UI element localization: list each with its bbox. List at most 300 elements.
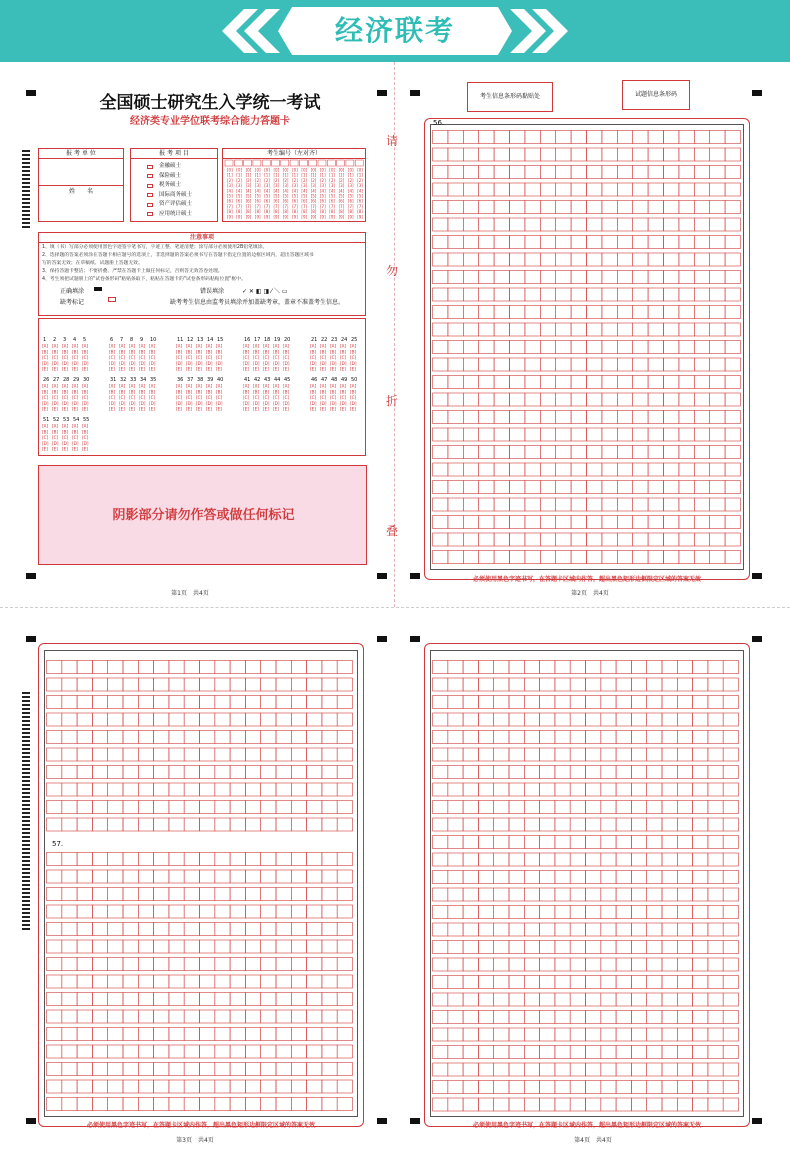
- grid-cell[interactable]: [261, 1080, 276, 1093]
- option-bubble[interactable]: [A]: [42, 423, 49, 429]
- option-bubble[interactable]: [B]: [340, 389, 347, 395]
- grid-cell[interactable]: [710, 253, 725, 266]
- grid-cell[interactable]: [138, 958, 153, 971]
- grid-cell[interactable]: [664, 288, 679, 301]
- grid-cell[interactable]: [708, 801, 723, 814]
- grid-cell[interactable]: [710, 323, 725, 336]
- grid-cell[interactable]: [215, 713, 230, 726]
- grid-cell[interactable]: [448, 516, 463, 529]
- grid-cell[interactable]: [662, 993, 677, 1006]
- grid-cell[interactable]: [647, 1063, 662, 1076]
- grid-cell[interactable]: [230, 661, 245, 674]
- grid-cell[interactable]: [200, 958, 215, 971]
- grid-cell[interactable]: [245, 731, 260, 744]
- digit-bubble[interactable]: [1]: [320, 172, 326, 178]
- grid-cell[interactable]: [693, 713, 708, 726]
- digit-bubble[interactable]: [2]: [227, 177, 233, 183]
- grid-cell[interactable]: [617, 236, 632, 249]
- grid-cell[interactable]: [215, 1063, 230, 1076]
- grid-cell[interactable]: [448, 661, 463, 674]
- grid-cell[interactable]: [601, 783, 616, 796]
- option-bubble[interactable]: [D]: [253, 400, 260, 406]
- grid-cell[interactable]: [291, 748, 306, 761]
- grid-cell[interactable]: [679, 341, 694, 354]
- grid-cell[interactable]: [708, 713, 723, 726]
- grid-cell[interactable]: [123, 661, 138, 674]
- grid-cell[interactable]: [679, 131, 694, 144]
- grid-cell[interactable]: [647, 678, 662, 691]
- grid-cell[interactable]: [647, 818, 662, 831]
- option-bubble[interactable]: [A]: [72, 383, 79, 389]
- grid-cell[interactable]: [463, 148, 478, 161]
- option-bubble[interactable]: [A]: [139, 343, 146, 349]
- grid-cell[interactable]: [631, 941, 646, 954]
- grid-cell[interactable]: [463, 1028, 478, 1041]
- option-bubble[interactable]: [E]: [62, 446, 68, 452]
- grid-cell[interactable]: [540, 376, 555, 389]
- grid-cell[interactable]: [616, 713, 631, 726]
- grid-cell[interactable]: [62, 853, 77, 866]
- grid-cell[interactable]: [463, 393, 478, 406]
- grid-cell[interactable]: [648, 393, 663, 406]
- grid-cell[interactable]: [586, 1028, 601, 1041]
- digit-bubble[interactable]: [6]: [245, 198, 252, 204]
- grid-cell[interactable]: [77, 818, 92, 831]
- grid-cell[interactable]: [679, 183, 694, 196]
- grid-cell[interactable]: [556, 533, 571, 546]
- grid-cell[interactable]: [570, 818, 585, 831]
- grid-cell[interactable]: [307, 1063, 322, 1076]
- grid-cell[interactable]: [307, 958, 322, 971]
- option-bubble[interactable]: [A]: [149, 383, 156, 389]
- grid-cell[interactable]: [555, 976, 570, 989]
- grid-cell[interactable]: [494, 836, 509, 849]
- grid-cell[interactable]: [448, 1081, 463, 1094]
- option-bubble[interactable]: [C]: [82, 435, 89, 441]
- grid-cell[interactable]: [679, 288, 694, 301]
- grid-cell[interactable]: [540, 818, 555, 831]
- grid-cell[interactable]: [322, 1080, 337, 1093]
- grid-cell[interactable]: [215, 905, 230, 918]
- grid-cell[interactable]: [570, 766, 585, 779]
- grid-cell[interactable]: [463, 923, 478, 936]
- grid-cell[interactable]: [448, 481, 463, 494]
- grid-cell[interactable]: [433, 783, 448, 796]
- grid-cell[interactable]: [725, 411, 740, 424]
- grid-cell[interactable]: [494, 428, 509, 441]
- grid-cell[interactable]: [433, 166, 448, 179]
- grid-cell[interactable]: [617, 131, 632, 144]
- grid-cell[interactable]: [245, 888, 260, 901]
- grid-cell[interactable]: [617, 183, 632, 196]
- option-bubble[interactable]: [D]: [129, 400, 136, 406]
- grid-cell[interactable]: [77, 748, 92, 761]
- digit-bubble[interactable]: [1]: [329, 172, 335, 178]
- grid-cell[interactable]: [664, 323, 679, 336]
- grid-cell[interactable]: [540, 1063, 555, 1076]
- digit-bubble[interactable]: [7]: [310, 203, 317, 209]
- grid-cell[interactable]: [184, 975, 199, 988]
- grid-cell[interactable]: [556, 393, 571, 406]
- grid-cell[interactable]: [108, 713, 123, 726]
- grid-cell[interactable]: [510, 551, 525, 564]
- grid-cell[interactable]: [540, 341, 555, 354]
- digit-bubble[interactable]: [6]: [320, 198, 326, 204]
- grid-cell[interactable]: [708, 906, 723, 919]
- grid-cell[interactable]: [62, 958, 77, 971]
- grid-cell[interactable]: [494, 218, 509, 231]
- grid-cell[interactable]: [433, 696, 448, 709]
- grid-cell[interactable]: [524, 748, 539, 761]
- grid-cell[interactable]: [509, 783, 524, 796]
- grid-cell[interactable]: [154, 766, 169, 779]
- grid-cell[interactable]: [525, 253, 540, 266]
- grid-cell[interactable]: [555, 766, 570, 779]
- grid-cell[interactable]: [307, 853, 322, 866]
- grid-cell[interactable]: [307, 905, 322, 918]
- grid-cell[interactable]: [478, 818, 493, 831]
- grid-cell[interactable]: [631, 853, 646, 866]
- option-bubble[interactable]: [A]: [62, 383, 69, 389]
- grid-cell[interactable]: [587, 218, 602, 231]
- grid-cell[interactable]: [617, 498, 632, 511]
- grid-cell[interactable]: [586, 1098, 601, 1111]
- grid-cell[interactable]: [448, 411, 463, 424]
- grid-cell[interactable]: [510, 376, 525, 389]
- grid-cell[interactable]: [77, 783, 92, 796]
- option-bubble[interactable]: [B]: [206, 349, 213, 355]
- option-bubble[interactable]: [B]: [42, 349, 49, 355]
- grid-cell[interactable]: [215, 1028, 230, 1041]
- grid-cell[interactable]: [616, 748, 631, 761]
- grid-cell[interactable]: [230, 993, 245, 1006]
- grid-cell[interactable]: [337, 766, 352, 779]
- grid-cell[interactable]: [647, 993, 662, 1006]
- grid-cell[interactable]: [648, 428, 663, 441]
- digit-bubble[interactable]: [3]: [264, 183, 270, 189]
- grid-cell[interactable]: [494, 853, 509, 866]
- grid-cell[interactable]: [230, 853, 245, 866]
- grid-cell[interactable]: [123, 1098, 138, 1111]
- grid-cell[interactable]: [664, 481, 679, 494]
- grid-cell[interactable]: [291, 1045, 306, 1058]
- grid-cell[interactable]: [509, 1028, 524, 1041]
- option-bubble[interactable]: [E]: [149, 406, 155, 412]
- grid-cell[interactable]: [448, 766, 463, 779]
- grid-cell[interactable]: [677, 993, 692, 1006]
- grid-cell[interactable]: [664, 253, 679, 266]
- grid-cell[interactable]: [448, 1011, 463, 1024]
- grid-cell[interactable]: [463, 1046, 478, 1059]
- option-bubble[interactable]: [C]: [139, 355, 146, 361]
- grid-cell[interactable]: [494, 253, 509, 266]
- grid-cell[interactable]: [463, 958, 478, 971]
- grid-cell[interactable]: [602, 201, 617, 214]
- grid-cell[interactable]: [648, 253, 663, 266]
- grid-cell[interactable]: [62, 905, 77, 918]
- grid-cell[interactable]: [291, 975, 306, 988]
- grid-cell[interactable]: [525, 358, 540, 371]
- project-option[interactable]: [147, 191, 217, 201]
- grid-cell[interactable]: [601, 871, 616, 884]
- option-bubble[interactable]: [D]: [263, 360, 270, 366]
- grid-cell[interactable]: [570, 906, 585, 919]
- grid-cell[interactable]: [200, 975, 215, 988]
- option-bubble[interactable]: [E]: [206, 366, 212, 372]
- grid-cell[interactable]: [601, 1063, 616, 1076]
- grid-cell[interactable]: [215, 958, 230, 971]
- option-bubble[interactable]: [A]: [42, 383, 49, 389]
- digit-bubble[interactable]: [9]: [282, 214, 289, 220]
- grid-cell[interactable]: [679, 201, 694, 214]
- grid-cell[interactable]: [708, 993, 723, 1006]
- grid-cell[interactable]: [723, 958, 738, 971]
- grid-cell[interactable]: [433, 731, 448, 744]
- grid-cell[interactable]: [337, 940, 352, 953]
- grid-cell[interactable]: [524, 661, 539, 674]
- grid-cell[interactable]: [77, 713, 92, 726]
- grid-cell[interactable]: [169, 853, 184, 866]
- grid-cell[interactable]: [524, 853, 539, 866]
- grid-cell[interactable]: [570, 1046, 585, 1059]
- grid-cell[interactable]: [169, 888, 184, 901]
- option-bubble[interactable]: [B]: [176, 349, 183, 355]
- grid-cell[interactable]: [693, 941, 708, 954]
- grid-cell[interactable]: [108, 975, 123, 988]
- grid-cell[interactable]: [108, 801, 123, 814]
- digit-bubble[interactable]: [9]: [301, 214, 308, 220]
- option-bubble[interactable]: [B]: [82, 349, 89, 355]
- option-bubble[interactable]: [B]: [330, 389, 337, 395]
- grid-cell[interactable]: [510, 411, 525, 424]
- option-bubble[interactable]: [B]: [119, 389, 126, 395]
- project-checkbox[interactable]: [147, 174, 153, 178]
- digit-bubble[interactable]: [9]: [338, 214, 345, 220]
- grid-cell[interactable]: [571, 131, 586, 144]
- grid-cell[interactable]: [616, 696, 631, 709]
- digit-bubble[interactable]: [2]: [320, 177, 326, 183]
- grid-cell[interactable]: [677, 818, 692, 831]
- grid-cell[interactable]: [694, 498, 709, 511]
- grid-cell[interactable]: [307, 661, 322, 674]
- option-bubble[interactable]: [C]: [340, 355, 347, 361]
- grid-cell[interactable]: [647, 1081, 662, 1094]
- digit-bubble[interactable]: [0]: [329, 167, 335, 173]
- grid-cell[interactable]: [448, 783, 463, 796]
- grid-cell[interactable]: [510, 428, 525, 441]
- grid-cell[interactable]: [525, 306, 540, 319]
- grid-cell[interactable]: [245, 713, 260, 726]
- option-bubble[interactable]: [A]: [216, 343, 223, 349]
- grid-cell[interactable]: [261, 818, 276, 831]
- grid-cell[interactable]: [261, 731, 276, 744]
- grid-cell[interactable]: [571, 358, 586, 371]
- option-bubble[interactable]: [B]: [62, 389, 69, 395]
- grid-cell[interactable]: [662, 1081, 677, 1094]
- option-bubble[interactable]: [E]: [52, 366, 58, 372]
- grid-cell[interactable]: [648, 183, 663, 196]
- grid-cell[interactable]: [664, 516, 679, 529]
- grid-cell[interactable]: [276, 678, 291, 691]
- option-bubble[interactable]: [D]: [273, 400, 280, 406]
- grid-cell[interactable]: [291, 713, 306, 726]
- grid-cell[interactable]: [322, 1045, 337, 1058]
- option-bubble[interactable]: [A]: [253, 343, 260, 349]
- grid-cell[interactable]: [47, 713, 62, 726]
- grid-cell[interactable]: [555, 1028, 570, 1041]
- grid-cell[interactable]: [123, 713, 138, 726]
- option-bubble[interactable]: [E]: [176, 366, 182, 372]
- grid-cell[interactable]: [494, 498, 509, 511]
- grid-cell[interactable]: [556, 201, 571, 214]
- grid-cell[interactable]: [694, 201, 709, 214]
- digit-bubble[interactable]: [0]: [273, 167, 280, 173]
- grid-cell[interactable]: [478, 923, 493, 936]
- option-bubble[interactable]: [C]: [216, 355, 223, 361]
- grid-cell[interactable]: [47, 783, 62, 796]
- digit-bubble[interactable]: [5]: [245, 193, 252, 199]
- grid-cell[interactable]: [723, 801, 738, 814]
- grid-cell[interactable]: [307, 801, 322, 814]
- grid-cell[interactable]: [693, 661, 708, 674]
- grid-cell[interactable]: [245, 783, 260, 796]
- exam-number-write-box[interactable]: [253, 160, 261, 166]
- grid-cell[interactable]: [108, 748, 123, 761]
- grid-cell[interactable]: [725, 376, 740, 389]
- grid-cell[interactable]: [169, 696, 184, 709]
- digit-bubble[interactable]: [1]: [310, 172, 317, 178]
- grid-cell[interactable]: [679, 253, 694, 266]
- digit-bubble[interactable]: [0]: [292, 167, 298, 173]
- grid-cell[interactable]: [708, 1046, 723, 1059]
- grid-cell[interactable]: [154, 888, 169, 901]
- grid-cell[interactable]: [154, 1080, 169, 1093]
- exam-number-write-box[interactable]: [309, 160, 317, 166]
- option-bubble[interactable]: [B]: [129, 349, 136, 355]
- grid-cell[interactable]: [555, 941, 570, 954]
- digit-bubble[interactable]: [6]: [227, 198, 233, 204]
- grid-cell[interactable]: [725, 253, 740, 266]
- grid-cell[interactable]: [77, 1045, 92, 1058]
- grid-cell[interactable]: [47, 678, 62, 691]
- option-bubble[interactable]: [C]: [149, 395, 156, 401]
- grid-cell[interactable]: [138, 696, 153, 709]
- grid-cell[interactable]: [556, 358, 571, 371]
- grid-cell[interactable]: [601, 836, 616, 849]
- grid-cell[interactable]: [463, 783, 478, 796]
- option-bubble[interactable]: [B]: [350, 349, 357, 355]
- grid-cell[interactable]: [708, 1028, 723, 1041]
- grid-cell[interactable]: [601, 941, 616, 954]
- grid-cell[interactable]: [337, 923, 352, 936]
- grid-cell[interactable]: [694, 306, 709, 319]
- option-bubble[interactable]: [D]: [243, 400, 250, 406]
- grid-cell[interactable]: [92, 1045, 107, 1058]
- grid-cell[interactable]: [616, 1081, 631, 1094]
- grid-cell[interactable]: [108, 696, 123, 709]
- option-bubble[interactable]: [A]: [139, 383, 146, 389]
- grid-cell[interactable]: [555, 1081, 570, 1094]
- grid-cell[interactable]: [677, 941, 692, 954]
- grid-cell[interactable]: [245, 1063, 260, 1076]
- grid-cell[interactable]: [138, 748, 153, 761]
- grid-cell[interactable]: [586, 993, 601, 1006]
- grid-cell[interactable]: [433, 131, 448, 144]
- grid-cell[interactable]: [494, 976, 509, 989]
- grid-cell[interactable]: [708, 661, 723, 674]
- grid-cell[interactable]: [184, 853, 199, 866]
- grid-cell[interactable]: [138, 818, 153, 831]
- grid-cell[interactable]: [647, 661, 662, 674]
- grid-cell[interactable]: [77, 975, 92, 988]
- grid-cell[interactable]: [710, 498, 725, 511]
- option-bubble[interactable]: [C]: [253, 355, 260, 361]
- grid-cell[interactable]: [433, 1063, 448, 1076]
- grid-cell[interactable]: [540, 236, 555, 249]
- grid-cell[interactable]: [77, 923, 92, 936]
- grid-cell[interactable]: [433, 201, 448, 214]
- grid-cell[interactable]: [633, 393, 648, 406]
- grid-cell[interactable]: [448, 533, 463, 546]
- grid-cell[interactable]: [586, 818, 601, 831]
- option-bubble[interactable]: [B]: [129, 389, 136, 395]
- option-bubble[interactable]: [C]: [196, 355, 203, 361]
- grid-cell[interactable]: [679, 323, 694, 336]
- grid-cell[interactable]: [291, 993, 306, 1006]
- grid-cell[interactable]: [62, 818, 77, 831]
- grid-cell[interactable]: [725, 323, 740, 336]
- grid-cell[interactable]: [725, 183, 740, 196]
- digit-bubble[interactable]: [9]: [347, 214, 354, 220]
- option-bubble[interactable]: [A]: [72, 423, 79, 429]
- option-bubble[interactable]: [A]: [109, 383, 116, 389]
- grid-cell[interactable]: [710, 463, 725, 476]
- digit-bubble[interactable]: [7]: [273, 203, 280, 209]
- grid-cell[interactable]: [307, 1028, 322, 1041]
- grid-cell[interactable]: [694, 411, 709, 424]
- grid-cell[interactable]: [123, 748, 138, 761]
- option-bubble[interactable]: [E]: [340, 366, 346, 372]
- grid-cell[interactable]: [154, 1045, 169, 1058]
- grid-cell[interactable]: [463, 1081, 478, 1094]
- grid-cell[interactable]: [47, 818, 62, 831]
- grid-cell[interactable]: [587, 236, 602, 249]
- option-bubble[interactable]: [D]: [350, 360, 357, 366]
- grid-cell[interactable]: [571, 516, 586, 529]
- digit-bubble[interactable]: [5]: [282, 193, 289, 199]
- digit-bubble[interactable]: [3]: [245, 183, 252, 189]
- option-bubble[interactable]: [A]: [243, 343, 250, 349]
- grid-cell[interactable]: [215, 748, 230, 761]
- grid-cell[interactable]: [509, 871, 524, 884]
- option-bubble[interactable]: [D]: [42, 440, 49, 446]
- grid-cell[interactable]: [230, 923, 245, 936]
- option-bubble[interactable]: [C]: [62, 395, 69, 401]
- digit-bubble[interactable]: [3]: [254, 183, 261, 189]
- digit-bubble[interactable]: [1]: [245, 172, 252, 178]
- grid-cell[interactable]: [540, 166, 555, 179]
- grid-cell[interactable]: [524, 1028, 539, 1041]
- grid-cell[interactable]: [617, 358, 632, 371]
- grid-cell[interactable]: [648, 376, 663, 389]
- grid-cell[interactable]: [509, 661, 524, 674]
- digit-bubble[interactable]: [2]: [282, 177, 289, 183]
- grid-cell[interactable]: [291, 801, 306, 814]
- digit-bubble[interactable]: [3]: [227, 183, 233, 189]
- grid-cell[interactable]: [631, 923, 646, 936]
- grid-cell[interactable]: [138, 1098, 153, 1111]
- grid-cell[interactable]: [448, 323, 463, 336]
